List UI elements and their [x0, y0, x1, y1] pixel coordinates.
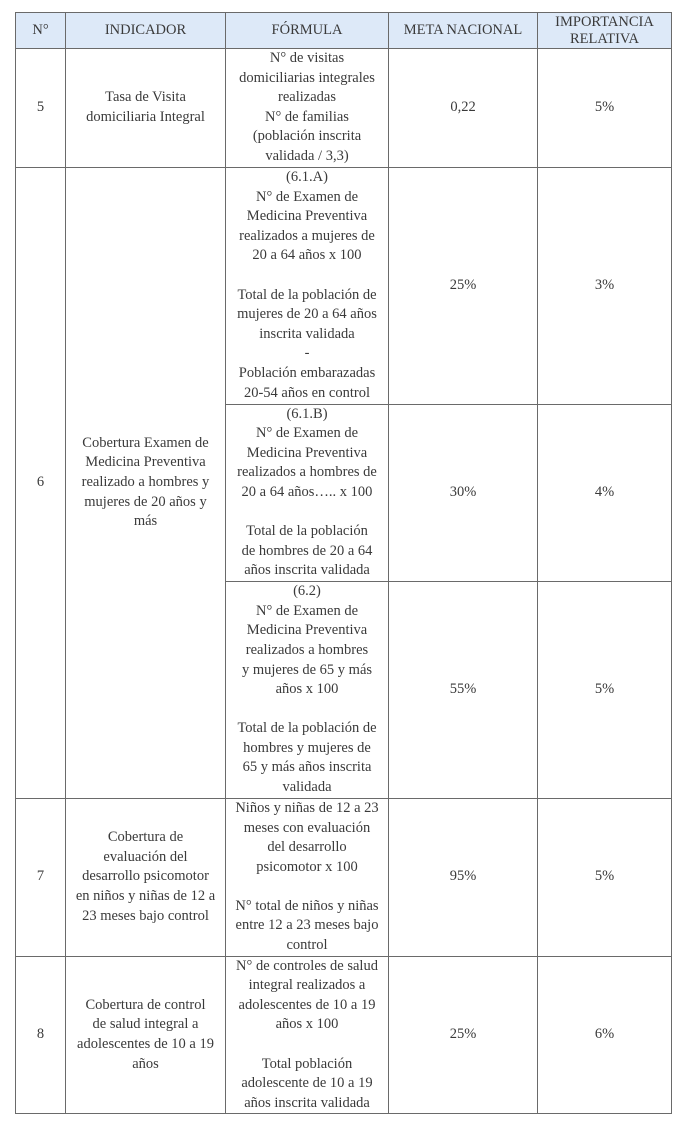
- cell-importancia: 5%: [538, 49, 672, 168]
- cell-indicador: Cobertura de control de salud integral a adolescentes de 10 a 19 años: [66, 956, 226, 1114]
- cell-num: 7: [16, 798, 66, 956]
- table-row: [16, 956, 672, 1114]
- header-num: N°: [16, 13, 66, 49]
- cell-formula: (6.1.B) N° de Examen de Medicina Preventiva realizados a hombres de 20 a 64 años….. x 100 Total de la población de hombres de 20 a 64 años inscrita validada: [226, 404, 389, 581]
- cell-meta: 55%: [389, 581, 538, 798]
- cell-formula: N° de visitas domiciliarias integrales realizadas N° de familias (población inscrita validada / 3,3): [226, 49, 389, 168]
- cell-num: 8: [16, 956, 66, 1114]
- cell-indicador: Cobertura de evaluación del desarrollo psicomotor en niños y niñas de 12 a 23 meses bajo control: [66, 798, 226, 956]
- cell-meta: 0,22: [389, 49, 538, 168]
- cell-importancia: 3%: [538, 167, 672, 404]
- cell-formula: (6.2) N° de Examen de Medicina Preventiva realizados a hombres y mujeres de 65 y más años x 100 Total de la población de hombres y mujeres de 65 y más años inscrita validada: [226, 581, 389, 798]
- table-header-row: [16, 13, 672, 49]
- header-indicador: INDICADOR: [66, 13, 226, 49]
- cell-formula: N° de controles de salud integral realizados a adolescentes de 10 a 19 años x 100 Total población adolescente de 10 a 19 años inscrita validada: [226, 956, 389, 1114]
- cell-num: 6: [16, 167, 66, 798]
- cell-importancia: 4%: [538, 404, 672, 581]
- indicators-table: [15, 12, 672, 1114]
- header-importancia: IMPORTANCIA RELATIVA: [538, 13, 672, 49]
- table-row: [16, 49, 672, 168]
- cell-formula: (6.1.A) N° de Examen de Medicina Preventiva realizados a mujeres de 20 a 64 años x 100 Total de la población de mujeres de 20 a 64 años inscrita validada - Población embarazadas 20-54 años en control: [226, 167, 389, 404]
- cell-meta: 30%: [389, 404, 538, 581]
- cell-meta: 25%: [389, 167, 538, 404]
- header-formula: FÓRMULA: [226, 13, 389, 49]
- table-row: [16, 798, 672, 956]
- table-row: [16, 167, 672, 404]
- cell-importancia: 5%: [538, 798, 672, 956]
- cell-indicador: Cobertura Examen de Medicina Preventiva realizado a hombres y mujeres de 20 años y más: [66, 167, 226, 798]
- cell-importancia: 5%: [538, 581, 672, 798]
- cell-num: 5: [16, 49, 66, 168]
- cell-indicador: Tasa de Visita domiciliaria Integral: [66, 49, 226, 168]
- cell-importancia: 6%: [538, 956, 672, 1114]
- cell-formula: Niños y niñas de 12 a 23 meses con evaluación del desarrollo psicomotor x 100 N° total de niños y niñas entre 12 a 23 meses bajo control: [226, 798, 389, 956]
- cell-meta: 25%: [389, 956, 538, 1114]
- cell-meta: 95%: [389, 798, 538, 956]
- header-meta: META NACIONAL: [389, 13, 538, 49]
